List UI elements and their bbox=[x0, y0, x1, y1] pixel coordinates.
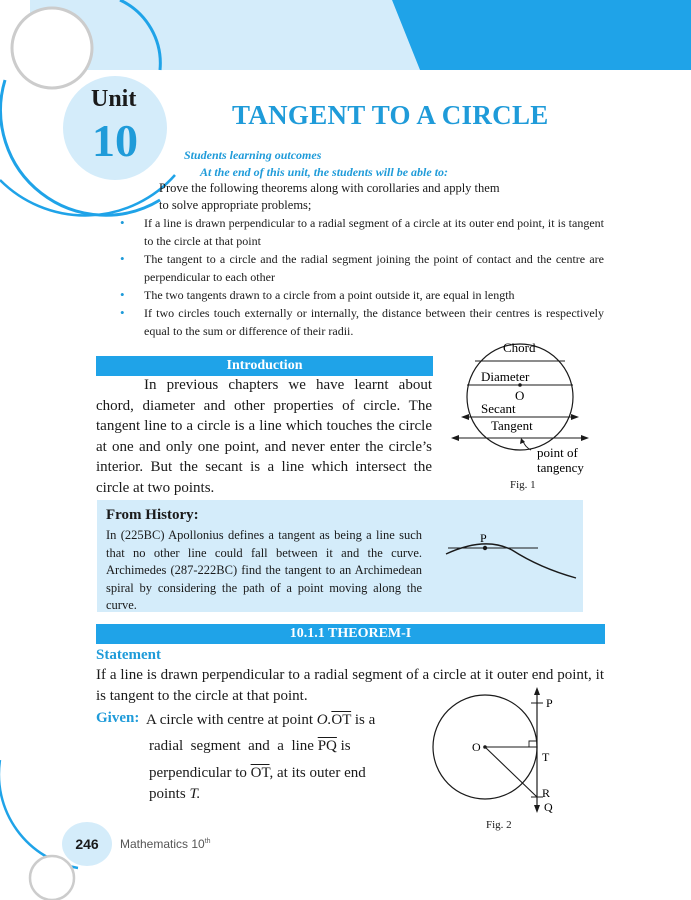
fig2-p-label: P bbox=[546, 696, 553, 710]
page-title: TANGENT TO A CIRCLE bbox=[232, 100, 549, 130]
fig1-centre-label: O bbox=[515, 388, 525, 403]
outcome-item: • If a line is drawn perpendicular to a radial segment of a circle at its outer end point, it is tangent to the circle at that point bbox=[118, 214, 604, 250]
outcomes-heading: Students learning outcomes bbox=[184, 148, 322, 162]
fig1-point-label: point of bbox=[537, 445, 578, 460]
fig2-q-label: Q bbox=[544, 800, 553, 814]
given-text: A circle with centre at point bbox=[146, 712, 317, 728]
fig2-r-label: R bbox=[542, 786, 551, 800]
introduction-body: In previous chapters we have learnt about chord, diameter and other properties of circle. The tangent line to a circle is a line which touches the circle at one and only one point, and never enter the circle’s interior. But the secant is a line which intersect the circle at two points. bbox=[96, 377, 432, 496]
given-segment-ot: $\overline{OT}$ bbox=[250, 765, 270, 781]
introduction-heading: Introduction bbox=[96, 356, 433, 376]
outcome-item: • If two circles touch externally or internally, the distance between their centres is respectively equal to the sum or difference of their radii. bbox=[118, 304, 604, 340]
statement-label: Statement bbox=[96, 647, 161, 663]
history-heading: From History: bbox=[106, 507, 199, 523]
fig1-tangent-label: Tangent bbox=[491, 418, 533, 433]
outcomes-intro-line2: to solve appropriate problems; bbox=[159, 198, 312, 212]
footer-book-title bbox=[120, 837, 211, 851]
outcomes-intro-line1: Prove the following theorems along with corollaries and apply them bbox=[159, 181, 500, 195]
introduction-text bbox=[96, 375, 432, 498]
book-title-text: Mathematics 10 bbox=[120, 837, 205, 851]
given-line-3 bbox=[149, 763, 366, 783]
theorem-heading: 10.1.1 THEOREM-I bbox=[96, 624, 605, 644]
given-text: is bbox=[336, 738, 351, 754]
given-line-pq: $\overline{PQ}$ bbox=[317, 738, 337, 754]
statement-text: If a line is drawn perpendicular to a radial segment of a circle at it outer end point, it is tangent to the circle at that point. bbox=[96, 667, 604, 704]
decorative-circles-bottom bbox=[0, 750, 120, 900]
figure-2-caption: Fig. 2 bbox=[486, 819, 512, 831]
given-text: points bbox=[149, 786, 190, 802]
history-text: In (225BC) Apollonius defines a tangent as being a line such that no other line could fall between it and the curve. Archimedes (287-222BC) find the tangent to an Archimedean spiral by considering the path of a point moving along the curve. bbox=[106, 528, 422, 612]
given-label: Given: bbox=[96, 710, 140, 726]
outcome-item: • The tangent to a circle and the radial segment joining the point of contact and the centre are perpendicular to each other bbox=[118, 250, 604, 286]
given-text: perpendicular to bbox=[149, 765, 251, 781]
outcomes-list bbox=[118, 214, 604, 340]
fig2-o-label: O bbox=[472, 740, 481, 754]
given-text: radial segment and a line bbox=[149, 738, 318, 754]
given-line-1 bbox=[146, 710, 375, 730]
fig2-t-label: T bbox=[542, 750, 550, 764]
fig1-diameter-label: Diameter bbox=[481, 369, 530, 384]
fig1-tangency-label: tangency bbox=[537, 460, 584, 475]
given-point-t: T. bbox=[189, 786, 201, 802]
unit-label: Unit bbox=[91, 86, 137, 112]
history-curve-diagram bbox=[440, 530, 585, 590]
fig1-secant-label: Secant bbox=[481, 401, 516, 416]
fig1-chord-label: Chord bbox=[503, 340, 536, 355]
outcome-item: • The two tangents drawn to a circle from a point outside it, are equal in length bbox=[118, 286, 604, 304]
figure-2-diagram bbox=[425, 685, 575, 817]
given-segment-ot: $\overline{OT}$ bbox=[331, 712, 352, 728]
given-line-4 bbox=[149, 784, 200, 804]
outcomes-subheading: At the end of this unit, the students will be able to: bbox=[200, 165, 449, 179]
given-text: , at its outer end bbox=[269, 765, 366, 781]
history-point-label: P bbox=[480, 531, 487, 545]
given-point-o: O. bbox=[316, 712, 332, 728]
page-number: 246 bbox=[62, 822, 112, 866]
book-title-sup: th bbox=[204, 838, 211, 845]
given-text: is a bbox=[351, 712, 376, 728]
unit-number: 10 bbox=[92, 115, 138, 166]
figure-1-diagram bbox=[445, 335, 605, 495]
figure-1-caption: Fig. 1 bbox=[510, 479, 536, 491]
given-line-2 bbox=[149, 736, 351, 756]
